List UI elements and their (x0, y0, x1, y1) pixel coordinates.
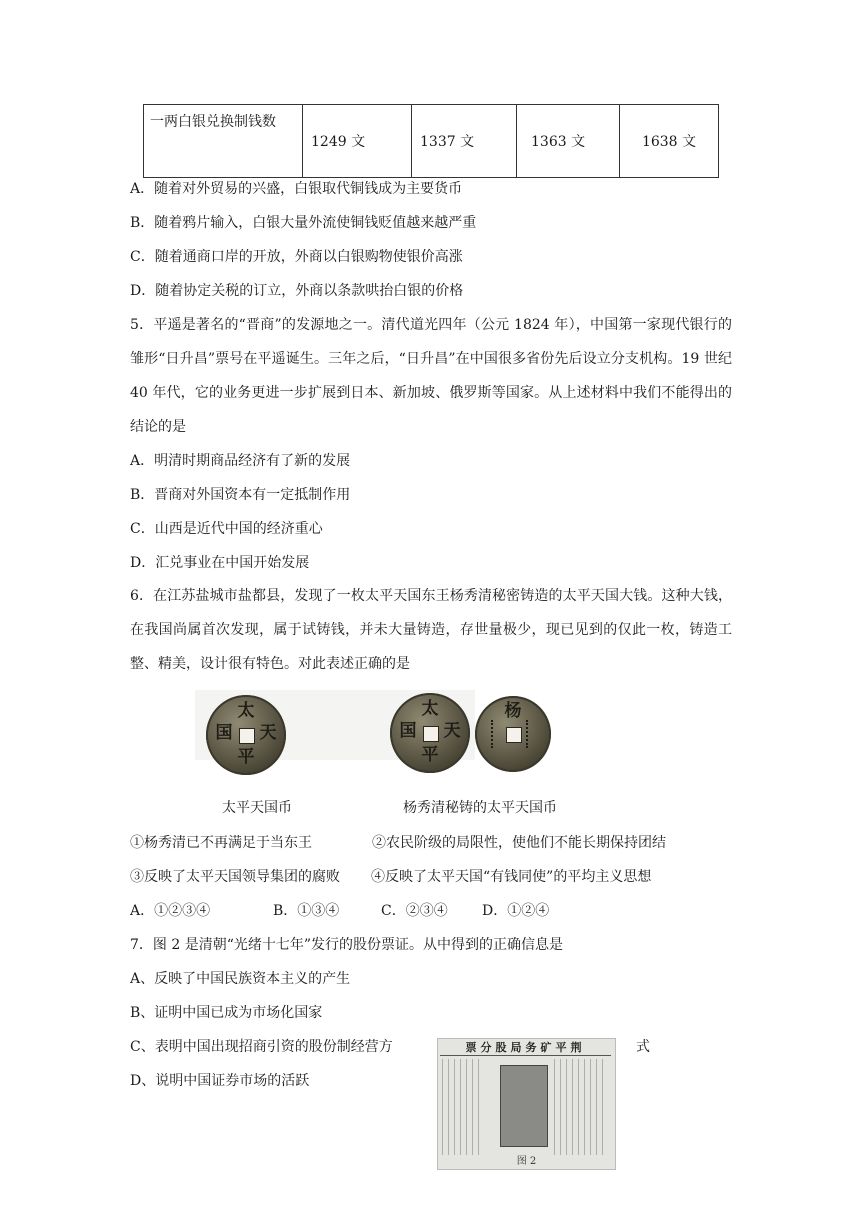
certificate-header: 票分股局务矿平荆 (440, 1041, 611, 1056)
q5-option-d: D．汇兑事业在中国开始发展 (130, 555, 310, 571)
table-cell: 1249 文 (303, 105, 412, 178)
coin-caption-left: 太平天国币 (222, 800, 292, 816)
table-cell: 1337 文 (412, 105, 517, 178)
q4-option-b: B．随着鸦片输入，白银大量外流使铜钱贬值越来越严重 (130, 215, 477, 231)
q5-option-a: A．明清时期商品经济有了新的发展 (130, 453, 351, 469)
table-row-label: 一两白银兑换制钱数 (144, 105, 303, 178)
q6-choice-d: D．①②④ (482, 903, 550, 919)
yang-coin-front-image (390, 693, 470, 773)
q6-statement-4: ④反映了太平天国“有钱同使”的平均主义思想 (371, 869, 652, 885)
coin-glyph: 国 (399, 721, 417, 741)
q7-option-c: C、表明中国出现招商引资的股份制经营方 (130, 1039, 393, 1055)
q6-stem: 6．在江苏盐城市盐都县，发现了一枚太平天国东王杨秀清秘密铸造的太平天国大钱。这种大钱，在我国尚属首次发现，属于试铸钱，并未大量铸造，存世量极少，现已见到的仅此一枚，铸造工整、精美，设计很有特色。对此表述正确的是 (130, 588, 732, 672)
figure-caption: 图 2 (516, 1156, 537, 1167)
table-cell: 1638 文 (620, 105, 719, 178)
share-certificate-image (437, 1038, 616, 1170)
coin-glyph: 平 (421, 745, 439, 765)
coin-glyph: 天 (259, 723, 277, 743)
q6-choice-c: C．②③④ (381, 903, 448, 919)
q6-statement-3: ③反映了太平天国领导集团的腐败 (130, 869, 340, 885)
q6-statement-2: ②农民阶级的局限性，使他们不能长期保持团结 (372, 835, 666, 851)
q7-stem: 7．图 2 是清朝“光绪十七年”发行的股份票证。从中得到的正确信息是 (130, 937, 564, 953)
coin-glyph: 太 (421, 699, 439, 719)
coin-caption-right: 杨秀清秘铸的太平天国币 (403, 800, 557, 816)
q5-option-b: B．晋商对外国资本有一定抵制作用 (130, 487, 351, 503)
q7-option-c-tail: 式 (636, 1039, 650, 1055)
yang-coin-back-image (475, 696, 551, 772)
certificate-seal (500, 1065, 548, 1147)
coin-glyph: 天 (443, 721, 461, 741)
table-cell: 1363 文 (517, 105, 620, 178)
q4-option-d: D．随着协定关税的订立，外商以条款哄抬白银的价格 (130, 283, 464, 299)
q6-statement-1: ①杨秀清已不再满足于当东王 (130, 835, 312, 851)
q5-stem: 5．平遥是著名的“晋商”的发源地之一。清代道光四年（公元 1824 年），中国第一家现代银行的雏形“日升昌”票号在平遥诞生。三年之后，“日升昌”在中国很多省份先后设立分支机构。19 世纪 40 年代，它的业务更进一步扩展到日本、新加坡、俄罗斯等国家。从上述材料中我们不能得出的结论的是 (130, 317, 732, 435)
coin-glyph: 国 (215, 723, 233, 743)
q6-choice-b: B．①③④ (273, 903, 340, 919)
table-row (144, 105, 719, 178)
coin-glyph: 太 (237, 701, 255, 721)
q7-option-b: B、证明中国已成为市场化国家 (130, 1005, 323, 1021)
silver-exchange-table (143, 104, 719, 178)
q6-choice-a: A．①②③④ (130, 903, 211, 919)
q7-option-d: D、说明中国证券市场的活跃 (130, 1073, 310, 1089)
q7-option-a: A、反映了中国民族资本主义的产生 (130, 971, 351, 987)
coin-glyph: 平 (237, 747, 255, 767)
q4-option-a: A．随着对外贸易的兴盛，白银取代铜钱成为主要货币 (130, 181, 463, 197)
coin-glyph: 杨 (504, 701, 522, 721)
q5-option-c: C．山西是近代中国的经济重心 (130, 521, 323, 537)
q4-option-c: C．随着通商口岸的开放，外商以白银购物使银价高涨 (130, 249, 463, 265)
taiping-coin-image (206, 695, 286, 775)
